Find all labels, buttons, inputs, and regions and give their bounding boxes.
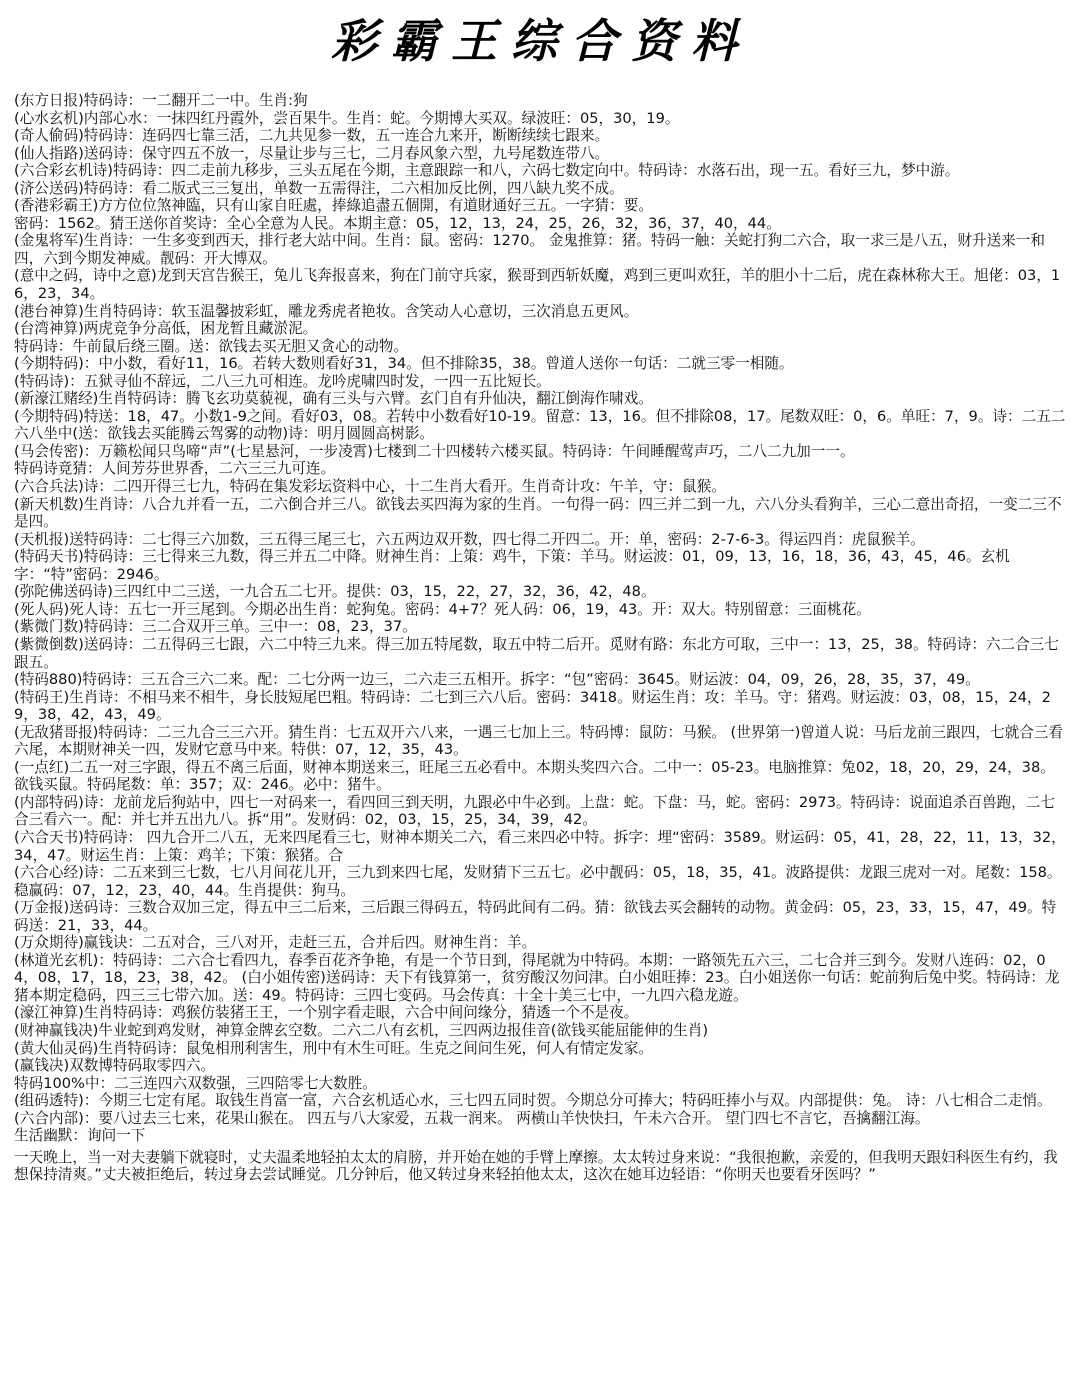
text-line: (意中之码，诗中之意)龙到天宫告猴王，兔儿飞奔报喜来，狗在门前守兵家，猴哥到西斩妖魔，鸡到三更叫欢狂，羊的胆小十二后，虎在森林称大王。旭佬：03，16，23，34。 xyxy=(14,267,1061,303)
text-line: (财神赢钱决)牛业蛇到鸡发财，神算金牌玄空数。二六二八有玄机，三四两边报佳音(欲钱买能屈能伸的生肖) xyxy=(14,1021,709,1039)
text-line: (新天机数)生肖诗：八合九并看一五，二六倒合并三八。欲钱去买四海为家的生肖。一句得一码：四三并二到一九，六八分头看狗羊，三心二意出奇招，一变二三不是四。 xyxy=(14,495,1062,531)
text-line: (新濠江赌经)生肖特码诗：腾飞玄功莫藐视，确有三头与六臂。玄门自有升仙决，翻江倒海作啸戏。 xyxy=(14,390,653,408)
text-line: 特码诗：牛前鼠后绕三圈。送：欲钱去买无胆又贪心的动物。 xyxy=(14,337,409,355)
text-line: (港台神算)生肖特码诗：软玉温馨披彩虹，雕龙秀虎者艳妆。含笑动人心意切，三次消息五更风。 xyxy=(14,302,639,320)
text-line: (弥陀佛送码诗)三四红中二三送，一九合五二七开。提供：03，15，22，27，32，36，42，48。 xyxy=(14,583,656,601)
text-line: (万众期待)赢钱诀：二五对合，三八对开，走赶三五，合并后四。财神生肖：羊。 xyxy=(14,934,537,952)
text-line: (组码透特)：今期三七定有尾。取钱生肖富一富，六合玄机适心水，三七四五同时贺。今期总分可捧大；特码旺捧小与双。内部提供：兔。 诗：八七相合二走悄。 xyxy=(14,1092,1052,1110)
text-line: (内部特码)诗：龙前龙后狗站中，四七一对码来一，看四回三到天明，九跟必中牛必到。上盘：蛇。下盘：马，蛇。密码：2973。特码诗：说面追杀百兽跑，二七合三看六一。配：并七并五出九八。拆“用”。发财码：02，03，15，25，34，39，42。 xyxy=(14,793,1055,829)
text-line: 生活幽默：询问一下 xyxy=(14,1127,146,1145)
text-line: (六合心经)诗：二五来到三七数，七八月间花儿开，三九到来四七尾，发财猜下三五七。必中靓码：05，18，35，41。波路提供：龙跟三虎对一对。尾数：158。稳赢码：07，12，23，40，44。生肖提供：狗马。 xyxy=(14,864,1062,899)
text-line: (六合天书)特码诗： 四九合开二八五，无来四尾看三七，财神本期关二六，看三来四必中特。拆字：埋“密码：3589。财运码：05，41，28，22，11，13，32，34，47。财运生肖：上策：鸡羊；下策：猴猪。合 xyxy=(14,828,1066,864)
text-line: (六合彩玄机诗)特码诗：四二走前九移步，三头五尾在今期，主意跟踪一和八，六码七数定向中。特码诗：水落石出，现一五。看好三九，梦中游。 xyxy=(14,162,960,180)
text-line: 特码诗竟猜：人间芳芬世界香，二六三三九可连。 xyxy=(14,460,336,478)
content-lines xyxy=(14,92,1068,1184)
text-line: (心水玄机)内部心水：一抹四红丹霞外，尝百果牛。生肖：蛇。今期博大买双。绿波旺：05，30，19。 xyxy=(14,109,680,127)
text-line: (金鬼将军)生肖诗：一生多变到西天，排行老大站中间。生肖：鼠。密码：1270。 金鬼推算：猪。特码一触：关蛇打狗二六合，取一求三是八五，财升送来一和四，六到今期发神威。靓码：开大博双。 xyxy=(14,232,1045,267)
text-line: (万金报)送码诗：三数合双加三定，得五中三二后来，三后跟三得码五，特码此间有二码。猜：欲钱去买会翻转的动物。黄金码：05，23，33，15，47，49。特码送：21，33，44。 xyxy=(14,899,1057,934)
text-line: (特码880)特码诗：三五合三六二来。配：二七分两一边三，二六走三五相开。拆字：“包”密码：3645。财运波：04，09，26，28，35，37，49。 xyxy=(14,671,980,689)
text-line: (特码王)生肖诗：不相马来不相牛，身长肢短尾巴粗。特码诗：二七到三六八后。密码：3418。财运生肖：攻：羊马。守：猪鸡。财运波：03，08，15，24，29，38，42，43，49。 xyxy=(14,688,1051,724)
text-line: (赢钱决)双数博特码取零四六。 xyxy=(14,1057,216,1075)
text-line: 特码100%中：二三连四六双数强，三四陪零七大数胜。 xyxy=(14,1074,377,1092)
text-line: (六合内部)：要八过去三七来，花果山猴在。 四五与八大家爱，五栽一润来。 两横山羊快快扫，午未六合开。 望门四七不言它，吾擒翻江海。 xyxy=(14,1109,930,1127)
text-line: (特码天书)特码诗：三七得来三九数，得三并五二中降。财神生肖：上策：鸡牛，下策：羊马。财运波：01，09，13，16，18，36，43，45，46。玄机字：“特”密码：2946。 xyxy=(14,548,1010,583)
text-line: (林道光玄机)：特码诗：二六合七看四九，春季百花齐争艳，有是一个节日到，得尾就为中特码。本期：一路领先五六三，二七合并三到今。发财八连码：02，04，08，17，18，23，38，42。 (白小姐传密)送码诗：天下有钱算第一，贫穷酸汉勿问津。白小姐旺捧：23。白小姐送你一句话：蛇前狗后兔中奖。特码诗：龙猪本期定稳码，四三三七带六加。送：49。特码诗：三四七变码。马会传真：十全十美三七中，一九四六稳龙遊。 xyxy=(14,951,1060,1004)
story-line: 一天晚上，当一对夫妻躺下就寝时，丈夫温柔地轻拍太太的肩膀，并开始在她的手臂上摩擦。太太转过身来说：“我很抱歉，亲爱的，但我明天跟妇科医生有约，我想保持清爽。”丈夫被拒绝后，转过身去尝试睡觉。几分钟后，他又转过身来轻拍他太太，这次在她耳边轻语：“你明天也要看牙医吗？” xyxy=(14,1148,1058,1184)
text-line: (无敌猪哥报)特码诗：二三九合三三六开。猜生肖：七五双开六八来，一遇三七加上三。特码博：鼠防：马猴。 (世界第一)曾道人说：马后龙前三跟四，七就合三看六尾，本期财神关一四，发财它意马中来。特供：07，12，35，43。 xyxy=(14,723,1063,759)
text-line: (济公送码)特码诗：看二版式三三复出，单数一五需得注，二六相加反比例，四八缺九奖不成。 xyxy=(14,179,624,197)
text-line: (死人码)死人诗：五七一开三尾到。今期必出生肖：蛇狗兔。密码：4+7？死人码：06，19，43。开：双大。特别留意：三面桃花。 xyxy=(14,600,871,618)
text-line: (今期特码)特送：18，47。小数1-9之间。看好03，08。若转中小数看好10-19。留意：13，16。但不排除08，17。尾数双旺：0，6。单旺：7，9。诗：二五二六八坐中(送：欲钱去买能腾云驾雾的动物)诗：明月圆圆高树影。 xyxy=(14,407,1066,443)
text-line: (今期特码)：中小数，看好11，16。若转大数则看好31，34。但不排除35，38。曾道人送你一句话：二就三零一相随。 xyxy=(14,355,794,373)
text-line: (紫微倒数)送码诗：二五得码三七跟，六二中特三九来。得三加五特尾数，取五中特二后开。觅财有路：东北方可取，三中一：13，25，38。特码诗：六二合三七跟五。 xyxy=(14,635,1059,671)
text-line: (马会传密)：万籁松闻只鸟啼“声”(七星悬河，一步凌霄)七楼到二十四楼转六楼买鼠。特码诗：午间睡醒莺声巧，二八二九加一一。 xyxy=(14,442,855,460)
text-line: (一点红)二五一对三字跟，得五不离三后面，财神本期送来三，旺尾三五必看中。本期头奖四六合。二中一：05-23。电脑推算：兔02，18，20，29，24，38。欲钱买鼠。特码尾数：单：357；双：246。必中：猪牛。 xyxy=(14,758,1055,794)
text-line: (特码诗)：五狱寻仙不辞远，二八三九可相连。龙吟虎啸四时发，一四一五比短长。 xyxy=(14,372,551,390)
text-line: (黄大仙灵码)生肖特码诗：鼠兔相刑利害生，刑中有木生可旺。生克之间问生死，何人有情定发家。 xyxy=(14,1039,653,1057)
text-line: 密码：1562。猜王送你首奖诗：全心全意为人民。本期主意：05，12，13，24，25，26，32，36，37，40，44。 xyxy=(14,214,781,232)
text-line: (奇人偷码)特码诗：连码四七靠三活，二九共见参一数，五一连合九来开，断断续续七跟来。 xyxy=(14,127,610,145)
text-line: (天机报)送特码诗：二七得三六加数，三五得三尾三七，六五两边双开数，四七得二开四二。开：单，密码：2-7-6-3。得运四肖：虎鼠猴羊。 xyxy=(14,530,925,548)
text-line: (台湾神算)两虎竞争分高低，困龙暂且藏淤泥。 xyxy=(14,320,318,338)
text-line: (仙人指路)送码诗：保守四五不放一，尽量让步与三七，二月春风象六型，九号尾数连带八。 xyxy=(14,144,610,162)
humor-story xyxy=(14,1149,1068,1184)
text-line: (紫微门数)特码诗：三二合双开三单。三中一：08，23，37。 xyxy=(14,618,417,636)
text-line: (香港彩霸王)方方位位煞神臨，只有山家自旺處，捧綠追盡五個開，有道財通好三五。一字猜：要。 xyxy=(14,197,653,215)
text-line: (东方日报)特码诗：一二翻开二一中。生肖:狗 xyxy=(14,92,308,109)
page-title: 彩霸王综合资料 xyxy=(331,14,751,68)
text-line: (濠江神算)生肖特码诗：鸡猴仿装猪王王，一个别字看走眼，六合中间问缘分，猜透一个不是夜。 xyxy=(14,1004,639,1022)
text-line: (六合兵法)诗：二四开得三七九，特码在集发彩坛资料中心，十二生肖大看开。生肖奇计攻：午羊，守：鼠猴。 xyxy=(14,478,726,496)
